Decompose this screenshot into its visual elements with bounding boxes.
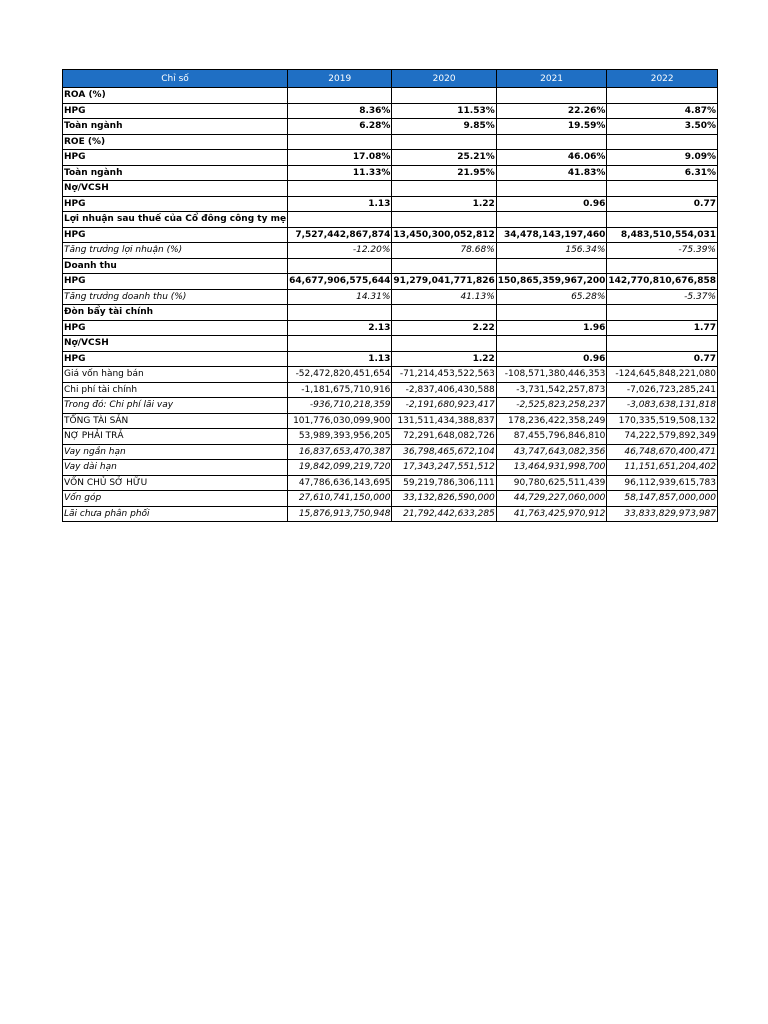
row-label: Tăng trưởng doanh thu (%) (63, 289, 288, 305)
cell-value: 11,151,651,204,402 (607, 460, 718, 476)
cell-value: 33,132,826,590,000 (392, 491, 496, 507)
cell-value (288, 134, 392, 150)
row-label: Vay ngắn hạn (63, 444, 288, 460)
cell-value: 17,343,247,551,512 (392, 460, 496, 476)
table-row (63, 274, 718, 290)
cell-value: -3,731,542,257,873 (496, 382, 607, 398)
cell-value (496, 336, 607, 352)
cell-value (607, 212, 718, 228)
cell-value (392, 258, 496, 274)
cell-value: 6.28% (288, 119, 392, 135)
table-row (63, 212, 718, 228)
cell-value (496, 305, 607, 321)
cell-value: 1.13 (288, 351, 392, 367)
cell-value: 41,763,425,970,912 (496, 506, 607, 522)
table-row (63, 351, 718, 367)
cell-value (392, 88, 496, 104)
table-row (63, 460, 718, 476)
cell-value: 1.77 (607, 320, 718, 336)
table-row (63, 227, 718, 243)
table-row (63, 336, 718, 352)
cell-value: -124,645,848,221,080 (607, 367, 718, 383)
table-row (63, 181, 718, 197)
table-row (63, 382, 718, 398)
cell-value: 43,747,643,082,356 (496, 444, 607, 460)
cell-value (288, 212, 392, 228)
cell-value: -108,571,380,446,353 (496, 367, 607, 383)
row-label: Nợ/VCSH (63, 336, 288, 352)
cell-value: 4.87% (607, 103, 718, 119)
table-row (63, 243, 718, 259)
table-row (63, 289, 718, 305)
row-label: Tăng trưởng lợi nhuận (%) (63, 243, 288, 259)
cell-value: 96,112,939,615,783 (607, 475, 718, 491)
row-label: HPG (63, 196, 288, 212)
cell-value: -7,026,723,285,241 (607, 382, 718, 398)
row-label: Đòn bẩy tài chính (63, 305, 288, 321)
cell-value: 0.77 (607, 351, 718, 367)
row-label: ROE (%) (63, 134, 288, 150)
cell-value: 46,748,670,400,471 (607, 444, 718, 460)
cell-value: 16,837,653,470,387 (288, 444, 392, 460)
cell-value: -2,525,823,258,237 (496, 398, 607, 414)
row-label: VỐN CHỦ SỞ HỮU (63, 475, 288, 491)
cell-value (496, 181, 607, 197)
row-label: TỔNG TÀI SẢN (63, 413, 288, 429)
cell-value: 2.22 (392, 320, 496, 336)
row-label: HPG (63, 320, 288, 336)
header-indicator: Chỉ số (63, 70, 288, 88)
table-row (63, 506, 718, 522)
cell-value: 178,236,422,358,249 (496, 413, 607, 429)
cell-value: 25.21% (392, 150, 496, 166)
row-label: Lợi nhuận sau thuế của Cổ đông công ty mẹ (63, 212, 288, 228)
cell-value (288, 181, 392, 197)
header-2022: 2022 (607, 70, 718, 88)
row-label: Vay dài hạn (63, 460, 288, 476)
cell-value (392, 181, 496, 197)
row-label: HPG (63, 227, 288, 243)
row-label: Giá vốn hàng bán (63, 367, 288, 383)
header-row (63, 70, 718, 88)
cell-value: -936,710,218,359 (288, 398, 392, 414)
cell-value: 21,792,442,633,285 (392, 506, 496, 522)
row-label: NỢ PHẢI TRẢ (63, 429, 288, 445)
cell-value (288, 258, 392, 274)
cell-value (288, 305, 392, 321)
cell-value: 8.36% (288, 103, 392, 119)
table-row (63, 150, 718, 166)
cell-value: 11.53% (392, 103, 496, 119)
table-row (63, 88, 718, 104)
row-label: HPG (63, 103, 288, 119)
table-row (63, 165, 718, 181)
cell-value: -3,083,638,131,818 (607, 398, 718, 414)
cell-value: 1.13 (288, 196, 392, 212)
cell-value: 74,222,579,892,349 (607, 429, 718, 445)
table-row (63, 413, 718, 429)
cell-value (607, 181, 718, 197)
cell-value: 7,527,442,867,874 (288, 227, 392, 243)
cell-value: 142,770,810,676,858 (607, 274, 718, 290)
row-label: Lãi chưa phân phối (63, 506, 288, 522)
cell-value: 156.34% (496, 243, 607, 259)
cell-value: 9.09% (607, 150, 718, 166)
cell-value: -75.39% (607, 243, 718, 259)
cell-value: 9.85% (392, 119, 496, 135)
cell-value: -2,191,680,923,417 (392, 398, 496, 414)
cell-value: 19,842,099,219,720 (288, 460, 392, 476)
cell-value: 19.59% (496, 119, 607, 135)
table-row (63, 398, 718, 414)
cell-value: 90,780,625,511,439 (496, 475, 607, 491)
cell-value: 59,219,786,306,111 (392, 475, 496, 491)
cell-value (607, 258, 718, 274)
table-row (63, 444, 718, 460)
cell-value: 0.96 (496, 196, 607, 212)
row-label: Toàn ngành (63, 119, 288, 135)
cell-value: 33,833,829,973,987 (607, 506, 718, 522)
row-label: Toàn ngành (63, 165, 288, 181)
header-2020: 2020 (392, 70, 496, 88)
cell-value: -1,181,675,710,916 (288, 382, 392, 398)
header-2019: 2019 (288, 70, 392, 88)
cell-value: 47,786,636,143,695 (288, 475, 392, 491)
table-row (63, 103, 718, 119)
table-row (63, 134, 718, 150)
table-row (63, 367, 718, 383)
cell-value: 6.31% (607, 165, 718, 181)
table-row (63, 258, 718, 274)
cell-value: 101,776,030,099,900 (288, 413, 392, 429)
cell-value (607, 305, 718, 321)
row-label: Vốn góp (63, 491, 288, 507)
cell-value: -2,837,406,430,588 (392, 382, 496, 398)
cell-value: 131,511,434,388,837 (392, 413, 496, 429)
cell-value (607, 336, 718, 352)
financial-table (62, 69, 718, 522)
table-row (63, 320, 718, 336)
cell-value: 41.83% (496, 165, 607, 181)
cell-value (607, 88, 718, 104)
cell-value: -52,472,820,451,654 (288, 367, 392, 383)
cell-value: 11.33% (288, 165, 392, 181)
cell-value: 14.31% (288, 289, 392, 305)
cell-value: 1.22 (392, 196, 496, 212)
cell-value: 2.13 (288, 320, 392, 336)
cell-value: 17.08% (288, 150, 392, 166)
cell-value (392, 212, 496, 228)
row-label: Doanh thu (63, 258, 288, 274)
cell-value: 0.77 (607, 196, 718, 212)
cell-value: 15,876,913,750,948 (288, 506, 392, 522)
cell-value: 78.68% (392, 243, 496, 259)
header-2021: 2021 (496, 70, 607, 88)
cell-value (288, 336, 392, 352)
cell-value: 64,677,906,575,644 (288, 274, 392, 290)
cell-value: 150,865,359,967,200 (496, 274, 607, 290)
cell-value: 91,279,041,771,826 (392, 274, 496, 290)
table-row (63, 305, 718, 321)
table-row (63, 119, 718, 135)
row-label: ROA (%) (63, 88, 288, 104)
table-row (63, 491, 718, 507)
table-row (63, 196, 718, 212)
cell-value: 27,610,741,150,000 (288, 491, 392, 507)
cell-value: 8,483,510,554,031 (607, 227, 718, 243)
cell-value: 1.96 (496, 320, 607, 336)
cell-value (607, 134, 718, 150)
cell-value: 87,455,796,846,810 (496, 429, 607, 445)
cell-value: 58,147,857,000,000 (607, 491, 718, 507)
cell-value (496, 134, 607, 150)
cell-value (496, 258, 607, 274)
cell-value: 44,729,227,060,000 (496, 491, 607, 507)
cell-value: 1.22 (392, 351, 496, 367)
cell-value: 36,798,465,672,104 (392, 444, 496, 460)
row-label: Trong đó: Chi phí lãi vay (63, 398, 288, 414)
cell-value: 41.13% (392, 289, 496, 305)
table-row (63, 475, 718, 491)
cell-value: 72,291,648,082,726 (392, 429, 496, 445)
cell-value: 46.06% (496, 150, 607, 166)
cell-value (496, 212, 607, 228)
cell-value: -71,214,453,522,563 (392, 367, 496, 383)
cell-value: 170,335,519,508,132 (607, 413, 718, 429)
row-label: HPG (63, 150, 288, 166)
cell-value: 3.50% (607, 119, 718, 135)
row-label: HPG (63, 351, 288, 367)
cell-value: -5.37% (607, 289, 718, 305)
cell-value (288, 88, 392, 104)
row-label: Nợ/VCSH (63, 181, 288, 197)
cell-value: 0.96 (496, 351, 607, 367)
row-label: Chi phí tài chính (63, 382, 288, 398)
cell-value: 65.28% (496, 289, 607, 305)
cell-value (392, 134, 496, 150)
cell-value (392, 336, 496, 352)
row-label: HPG (63, 274, 288, 290)
cell-value: 21.95% (392, 165, 496, 181)
cell-value: -12.20% (288, 243, 392, 259)
cell-value: 13,464,931,998,700 (496, 460, 607, 476)
cell-value: 34,478,143,197,460 (496, 227, 607, 243)
table-row (63, 429, 718, 445)
cell-value (496, 88, 607, 104)
cell-value: 53,989,393,956,205 (288, 429, 392, 445)
cell-value: 22.26% (496, 103, 607, 119)
cell-value (392, 305, 496, 321)
cell-value: 13,450,300,052,812 (392, 227, 496, 243)
